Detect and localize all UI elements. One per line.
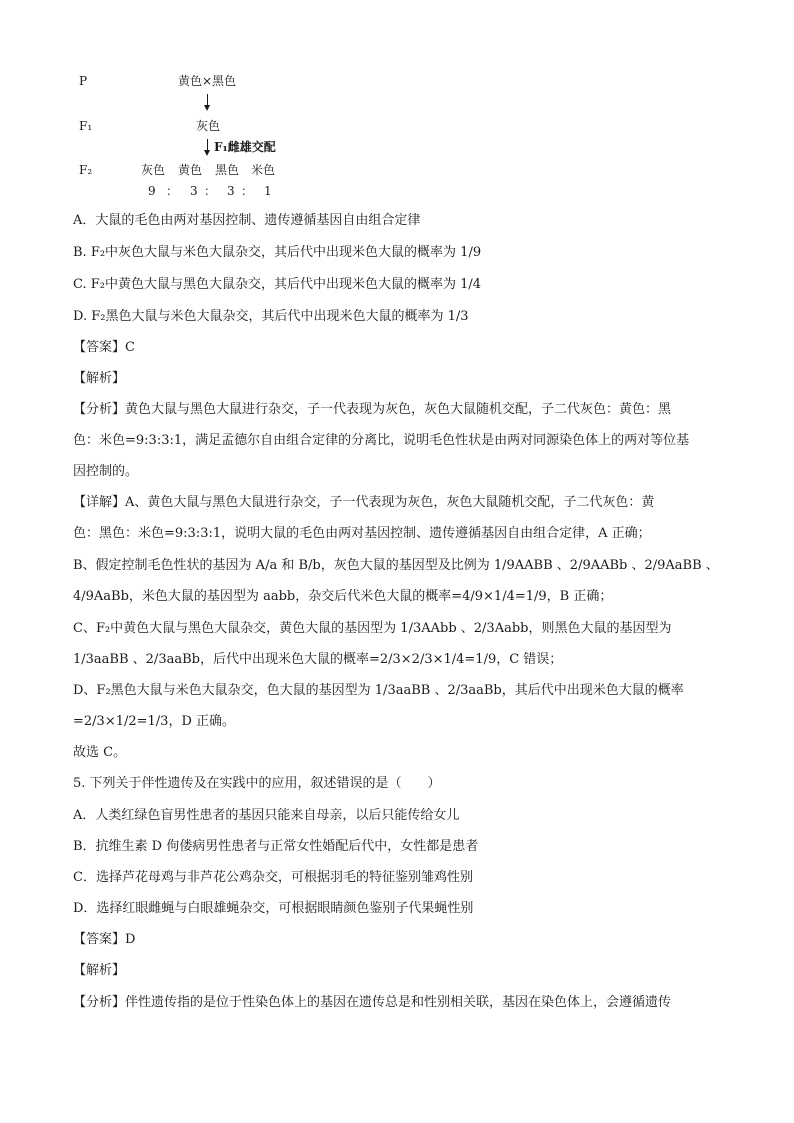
q5-option-c: C．选择芦花母鸡与非芦花公鸡杂交，可根据羽毛的特征鉴别雏鸡性别 xyxy=(73,870,473,885)
q4-analysis-line: 因控制的。 xyxy=(73,464,139,479)
f2-ratio-value: 9 xyxy=(148,184,156,198)
p-generation-label: P xyxy=(79,74,88,88)
q4-option-a: A．大鼠的毛色由两对基因控制、遗传遵循基因自由组合定律 xyxy=(73,213,421,228)
q4-detail-line: 色：黑色：米色=9:3:3:1，说明大鼠的毛色由两对基因控制、遗传遵循基因自由组合定律，A 正确； xyxy=(73,526,651,541)
f2-ratio-value: 1 xyxy=(264,184,272,198)
q4-detail-line: D、F₂黑色大鼠与米色大鼠杂交，色大鼠的基因型为 1/3aaBB 、2/3aaBb，其后代中出现米色大鼠的概率 xyxy=(73,683,684,698)
f2-phenotype: 黄色 xyxy=(178,163,203,177)
f2-phenotype: 灰色 xyxy=(141,163,166,177)
q4-option-c: C. F₂中黄色大鼠与黑色大鼠杂交，其后代中出现米色大鼠的概率为 1/4 xyxy=(73,277,482,292)
q5-stem: 5. 下列关于伴性遗传及在实践中的应用，叙述错误的是（ ） xyxy=(73,776,441,791)
q4-detail-line: C、F₂中黄色大鼠与黑色大鼠杂交，黄色大鼠的基因型为 1/3AAbb 、2/3Aabb，则黑色大鼠的基因型为 xyxy=(73,621,672,636)
q4-detail-line: 1/3aaBB 、2/3aaBb，后代中出现米色大鼠的概率=2/3×2/3×1/4=1/9，C 错误； xyxy=(73,652,563,667)
f2-phenotype: 黑色 xyxy=(215,163,240,177)
q5-answer: 【答案】D xyxy=(73,932,136,947)
q4-analysis-line: 【分析】黄色大鼠与黑色大鼠进行杂交，子一代表现为灰色，灰色大鼠随机交配，子二代灰色：黄色：黑 xyxy=(73,402,672,417)
q5-option-d: D．选择红眼雌蝇与白眼雄蝇杂交，可根据眼睛颜色鉴别子代果蝇性别 xyxy=(73,901,474,916)
q4-detail-line: 【详解】A、黄色大鼠与黑色大鼠进行杂交，子一代表现为灰色，灰色大鼠随机交配，子二代灰色：黄 xyxy=(73,495,655,510)
f1-phenotype: 灰色 xyxy=(196,119,221,133)
q4-option-b: B. F₂中灰色大鼠与米色大鼠杂交，其后代中出现米色大鼠的概率为 1/9 xyxy=(73,245,482,260)
q5-option-a: A．人类红绿色盲男性患者的基因只能来自母亲，以后只能传给女儿 xyxy=(73,808,460,823)
down-arrow-icon xyxy=(207,139,208,151)
f2-ratio-separator: ： xyxy=(241,184,254,198)
q5-option-b: B．抗维生素 D 佝偻病男性患者与正常女性婚配后代中，女性都是患者 xyxy=(73,839,479,854)
p-cross-text: 黄色×黑色 xyxy=(178,74,237,88)
f1-mating-label: F₁雌雄交配 xyxy=(214,140,276,154)
q4-analysis-line: 色：米色=9:3:3:1，满足孟德尔自由组合定律的分离比，说明毛色性状是由两对同源染色体上的两对等位基 xyxy=(73,433,690,448)
q4-detail-line: =2/3×1/2=1/3，D 正确。 xyxy=(73,714,235,729)
f2-ratio-separator: ： xyxy=(166,184,179,198)
q5-analysis-heading: 【解析】 xyxy=(73,963,126,978)
f2-ratio-value: 3 xyxy=(190,184,198,198)
q4-conclusion: 故选 C。 xyxy=(73,745,127,760)
f2-ratio-value: 3 xyxy=(227,184,235,198)
q4-detail-line: 4/9AaBb，米色大鼠的基因型为 aabb，杂交后代米色大鼠的概率=4/9×1/4=1/9，B 正确； xyxy=(73,589,613,604)
f1-generation-label: F₁ xyxy=(79,119,93,133)
f2-ratio-separator: ： xyxy=(204,184,217,198)
down-arrow-icon xyxy=(207,94,208,106)
q4-answer: 【答案】C xyxy=(73,340,135,355)
q4-analysis-heading: 【解析】 xyxy=(73,371,126,386)
f2-phenotype: 米色 xyxy=(251,163,276,177)
f2-generation-label: F₂ xyxy=(79,163,93,177)
q5-analysis-line: 【分析】伴性遗传指的是位于性染色体上的基因在遗传总是和性别相关联，基因在染色体上，会遵循遗传 xyxy=(73,995,672,1010)
q4-detail-line: B、假定控制毛色性状的基因为 A/a 和 B/b，灰色大鼠的基因型及比例为 1/9AABB 、2/9AABb 、2/9AaBB 、 xyxy=(73,558,719,573)
q4-option-d: D. F₂黑色大鼠与米色大鼠杂交，其后代中出现米色大鼠的概率为 1/3 xyxy=(73,309,469,324)
